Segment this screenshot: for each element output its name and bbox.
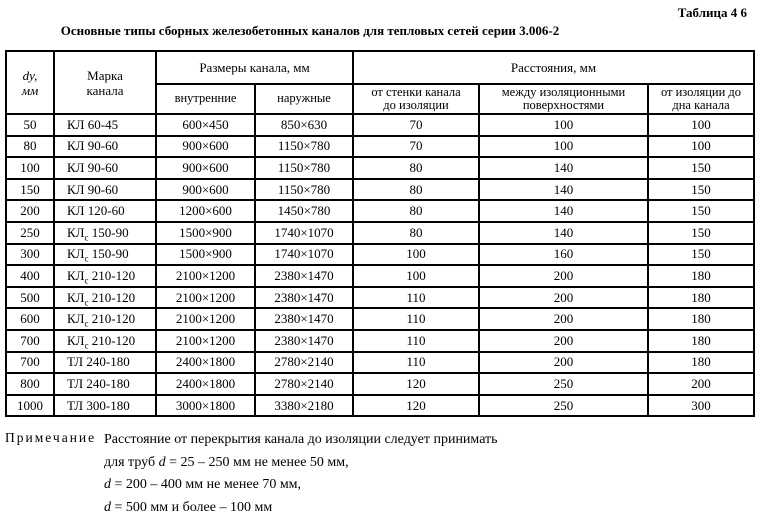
cell-inner-size: 1200×600 — [156, 200, 255, 222]
cell-dy: 500 — [6, 287, 54, 309]
footnote-line: d = 500 мм и более – 100 мм — [104, 499, 273, 512]
cell-mark: КЛ 60-45 — [54, 114, 156, 136]
cell-dy: 250 — [6, 222, 54, 244]
cell-outer-size: 2380×1470 — [255, 265, 353, 287]
cell-dy: 700 — [6, 352, 54, 374]
header-outer-sizes: наружные — [255, 84, 353, 114]
page-title: Основные типы сборных железобетонных каналов для тепловых сетей серии 3.006-2 — [60, 23, 560, 38]
cell-outer-size: 1150×780 — [255, 157, 353, 179]
table-row — [6, 265, 754, 287]
cell-dist-bottom: 150 — [648, 200, 754, 222]
table-row — [6, 244, 754, 266]
cell-dist-wall: 120 — [353, 373, 479, 395]
cell-dist-between: 200 — [479, 308, 648, 330]
cell-outer-size: 2380×1470 — [255, 287, 353, 309]
footnote-text — [104, 429, 498, 512]
cell-inner-size: 2100×1200 — [156, 330, 255, 352]
cell-dist-wall: 110 — [353, 287, 479, 309]
header-dy — [6, 51, 54, 114]
cell-dy: 600 — [6, 308, 54, 330]
table-row — [6, 330, 754, 352]
table-row — [6, 352, 754, 374]
cell-dy: 200 — [6, 200, 54, 222]
table-row — [6, 179, 754, 201]
header-group-sizes: Размеры канала, мм — [156, 51, 353, 84]
cell-dist-wall: 70 — [353, 136, 479, 158]
cell-dy: 80 — [6, 136, 54, 158]
cell-inner-size: 900×600 — [156, 136, 255, 158]
footnote — [5, 429, 498, 512]
cell-dist-between: 140 — [479, 179, 648, 201]
header-mark — [54, 51, 156, 114]
table-row — [6, 222, 754, 244]
cell-mark: $КЛ_с$ 150-90 — [54, 222, 156, 244]
table-row — [6, 395, 754, 417]
cell-dist-between: 200 — [479, 330, 648, 352]
cell-inner-size: 900×600 — [156, 157, 255, 179]
cell-outer-size: 2380×1470 — [255, 330, 353, 352]
cell-dist-between: 250 — [479, 373, 648, 395]
cell-dist-wall: 110 — [353, 308, 479, 330]
header-group-distances: Расстояния, мм — [353, 51, 754, 84]
cell-dist-bottom: 150 — [648, 157, 754, 179]
table-row — [6, 157, 754, 179]
footnote-label: Примечание — [5, 430, 97, 445]
cell-dist-between: 140 — [479, 200, 648, 222]
cell-dist-between: 160 — [479, 244, 648, 266]
cell-outer-size: 1740×1070 — [255, 222, 353, 244]
cell-dist-bottom: 200 — [648, 373, 754, 395]
table-number-label: Таблица 4 6 — [677, 5, 747, 20]
cell-dist-wall: 110 — [353, 330, 479, 352]
cell-outer-size: 2780×2140 — [255, 352, 353, 374]
header-mark-line1: Марка — [87, 67, 123, 83]
header-dy-line1: dy, — [22, 67, 38, 83]
cell-dist-bottom: 150 — [648, 179, 754, 201]
cell-dist-bottom: 150 — [648, 222, 754, 244]
cell-dy: 150 — [6, 179, 54, 201]
footnote-intro: Расстояние от перекрытия канала до изоляции следует принимать — [104, 432, 498, 447]
cell-dist-between: 140 — [479, 222, 648, 244]
header-mark-line2: канала — [86, 82, 124, 98]
cell-dist-between: 100 — [479, 136, 648, 158]
cell-dist-between: 250 — [479, 395, 648, 417]
header-dist-between — [479, 84, 648, 114]
cell-dist-bottom: 180 — [648, 287, 754, 309]
cell-outer-size: 3380×2180 — [255, 395, 353, 417]
cell-mark: КЛ 90-60 — [54, 179, 156, 201]
table-row — [6, 287, 754, 309]
header-dist-bottom-line1: от изоляции до — [660, 84, 742, 99]
cell-dy: 1000 — [6, 395, 54, 417]
cell-mark: КЛ 120-60 — [54, 200, 156, 222]
cell-dist-bottom: 180 — [648, 352, 754, 374]
cell-mark: $КЛ_с$ 210-120 — [54, 265, 156, 287]
cell-outer-size: 1450×780 — [255, 200, 353, 222]
cell-dist-between: 100 — [479, 114, 648, 136]
header-dist-wall-line1: от стенки канала — [371, 84, 461, 99]
cell-dy: 800 — [6, 373, 54, 395]
footnote-line: для труб d = 25 – 250 мм не менее 50 мм, — [104, 454, 349, 470]
table-row — [6, 200, 754, 222]
data-table — [5, 50, 755, 417]
header-dy-line2: мм — [21, 82, 39, 98]
cell-outer-size: 1150×780 — [255, 136, 353, 158]
header-inner-sizes: внутренние — [156, 84, 255, 114]
table-row — [6, 136, 754, 158]
cell-dist-wall: 110 — [353, 352, 479, 374]
cell-dist-wall: 120 — [353, 395, 479, 417]
table-row — [6, 308, 754, 330]
cell-mark: $КЛ_с$ 150-90 — [54, 244, 156, 266]
cell-dist-wall: 100 — [353, 244, 479, 266]
cell-mark: $КЛ_с$ 210-120 — [54, 330, 156, 352]
cell-dist-between: 200 — [479, 287, 648, 309]
cell-inner-size: 2100×1200 — [156, 265, 255, 287]
cell-mark: ТЛ 240-180 — [54, 352, 156, 374]
header-dist-wall-line2: до изоляции — [383, 98, 449, 112]
cell-dist-bottom: 300 — [648, 395, 754, 417]
cell-dist-wall: 80 — [353, 222, 479, 244]
cell-inner-size: 2100×1200 — [156, 287, 255, 309]
header-dist-between-line2: поверхностями — [522, 98, 605, 112]
cell-dist-wall: 100 — [353, 265, 479, 287]
cell-outer-size: 1740×1070 — [255, 244, 353, 266]
cell-inner-size: 3000×1800 — [156, 395, 255, 417]
cell-dy: 100 — [6, 157, 54, 179]
cell-inner-size: 2400×1800 — [156, 373, 255, 395]
cell-inner-size: 1500×900 — [156, 244, 255, 266]
cell-outer-size: 850×630 — [255, 114, 353, 136]
cell-dist-bottom: 100 — [648, 136, 754, 158]
cell-inner-size: 600×450 — [156, 114, 255, 136]
cell-mark: $КЛ_с$ 210-120 — [54, 287, 156, 309]
cell-dist-bottom: 180 — [648, 308, 754, 330]
cell-dy: 300 — [6, 244, 54, 266]
header-dist-bottom — [648, 84, 754, 114]
footnote-line: d = 200 – 400 мм не менее 70 мм, — [104, 477, 302, 492]
cell-mark: КЛ 90-60 — [54, 136, 156, 158]
table-body — [6, 114, 754, 416]
cell-inner-size: 2100×1200 — [156, 308, 255, 330]
table-row — [6, 114, 754, 136]
cell-inner-size: 2400×1800 — [156, 352, 255, 374]
cell-dy: 50 — [6, 114, 54, 136]
cell-dist-between: 140 — [479, 157, 648, 179]
cell-dist-bottom: 150 — [648, 244, 754, 266]
cell-dist-bottom: 180 — [648, 265, 754, 287]
table-header — [6, 51, 754, 114]
cell-dist-wall: 80 — [353, 179, 479, 201]
cell-mark: ТЛ 300-180 — [54, 395, 156, 417]
cell-outer-size: 2380×1470 — [255, 308, 353, 330]
cell-mark: КЛ 90-60 — [54, 157, 156, 179]
cell-dist-between: 200 — [479, 352, 648, 374]
cell-outer-size: 2780×2140 — [255, 373, 353, 395]
cell-inner-size: 1500×900 — [156, 222, 255, 244]
cell-inner-size: 900×600 — [156, 179, 255, 201]
cell-outer-size: 1150×780 — [255, 179, 353, 201]
cell-dist-wall: 80 — [353, 200, 479, 222]
cell-mark: $КЛ_с$ 210-120 — [54, 308, 156, 330]
cell-dy: 700 — [6, 330, 54, 352]
cell-dist-wall: 80 — [353, 157, 479, 179]
header-dist-wall — [353, 84, 479, 114]
table-row — [6, 373, 754, 395]
cell-mark: ТЛ 240-180 — [54, 373, 156, 395]
cell-dist-between: 200 — [479, 265, 648, 287]
header-dist-between-line1: между изоляционными — [501, 84, 626, 99]
cell-dy: 400 — [6, 265, 54, 287]
cell-dist-bottom: 180 — [648, 330, 754, 352]
cell-dist-bottom: 100 — [648, 114, 754, 136]
cell-dist-wall: 70 — [353, 114, 479, 136]
header-dist-bottom-line2: дна канала — [672, 98, 730, 112]
